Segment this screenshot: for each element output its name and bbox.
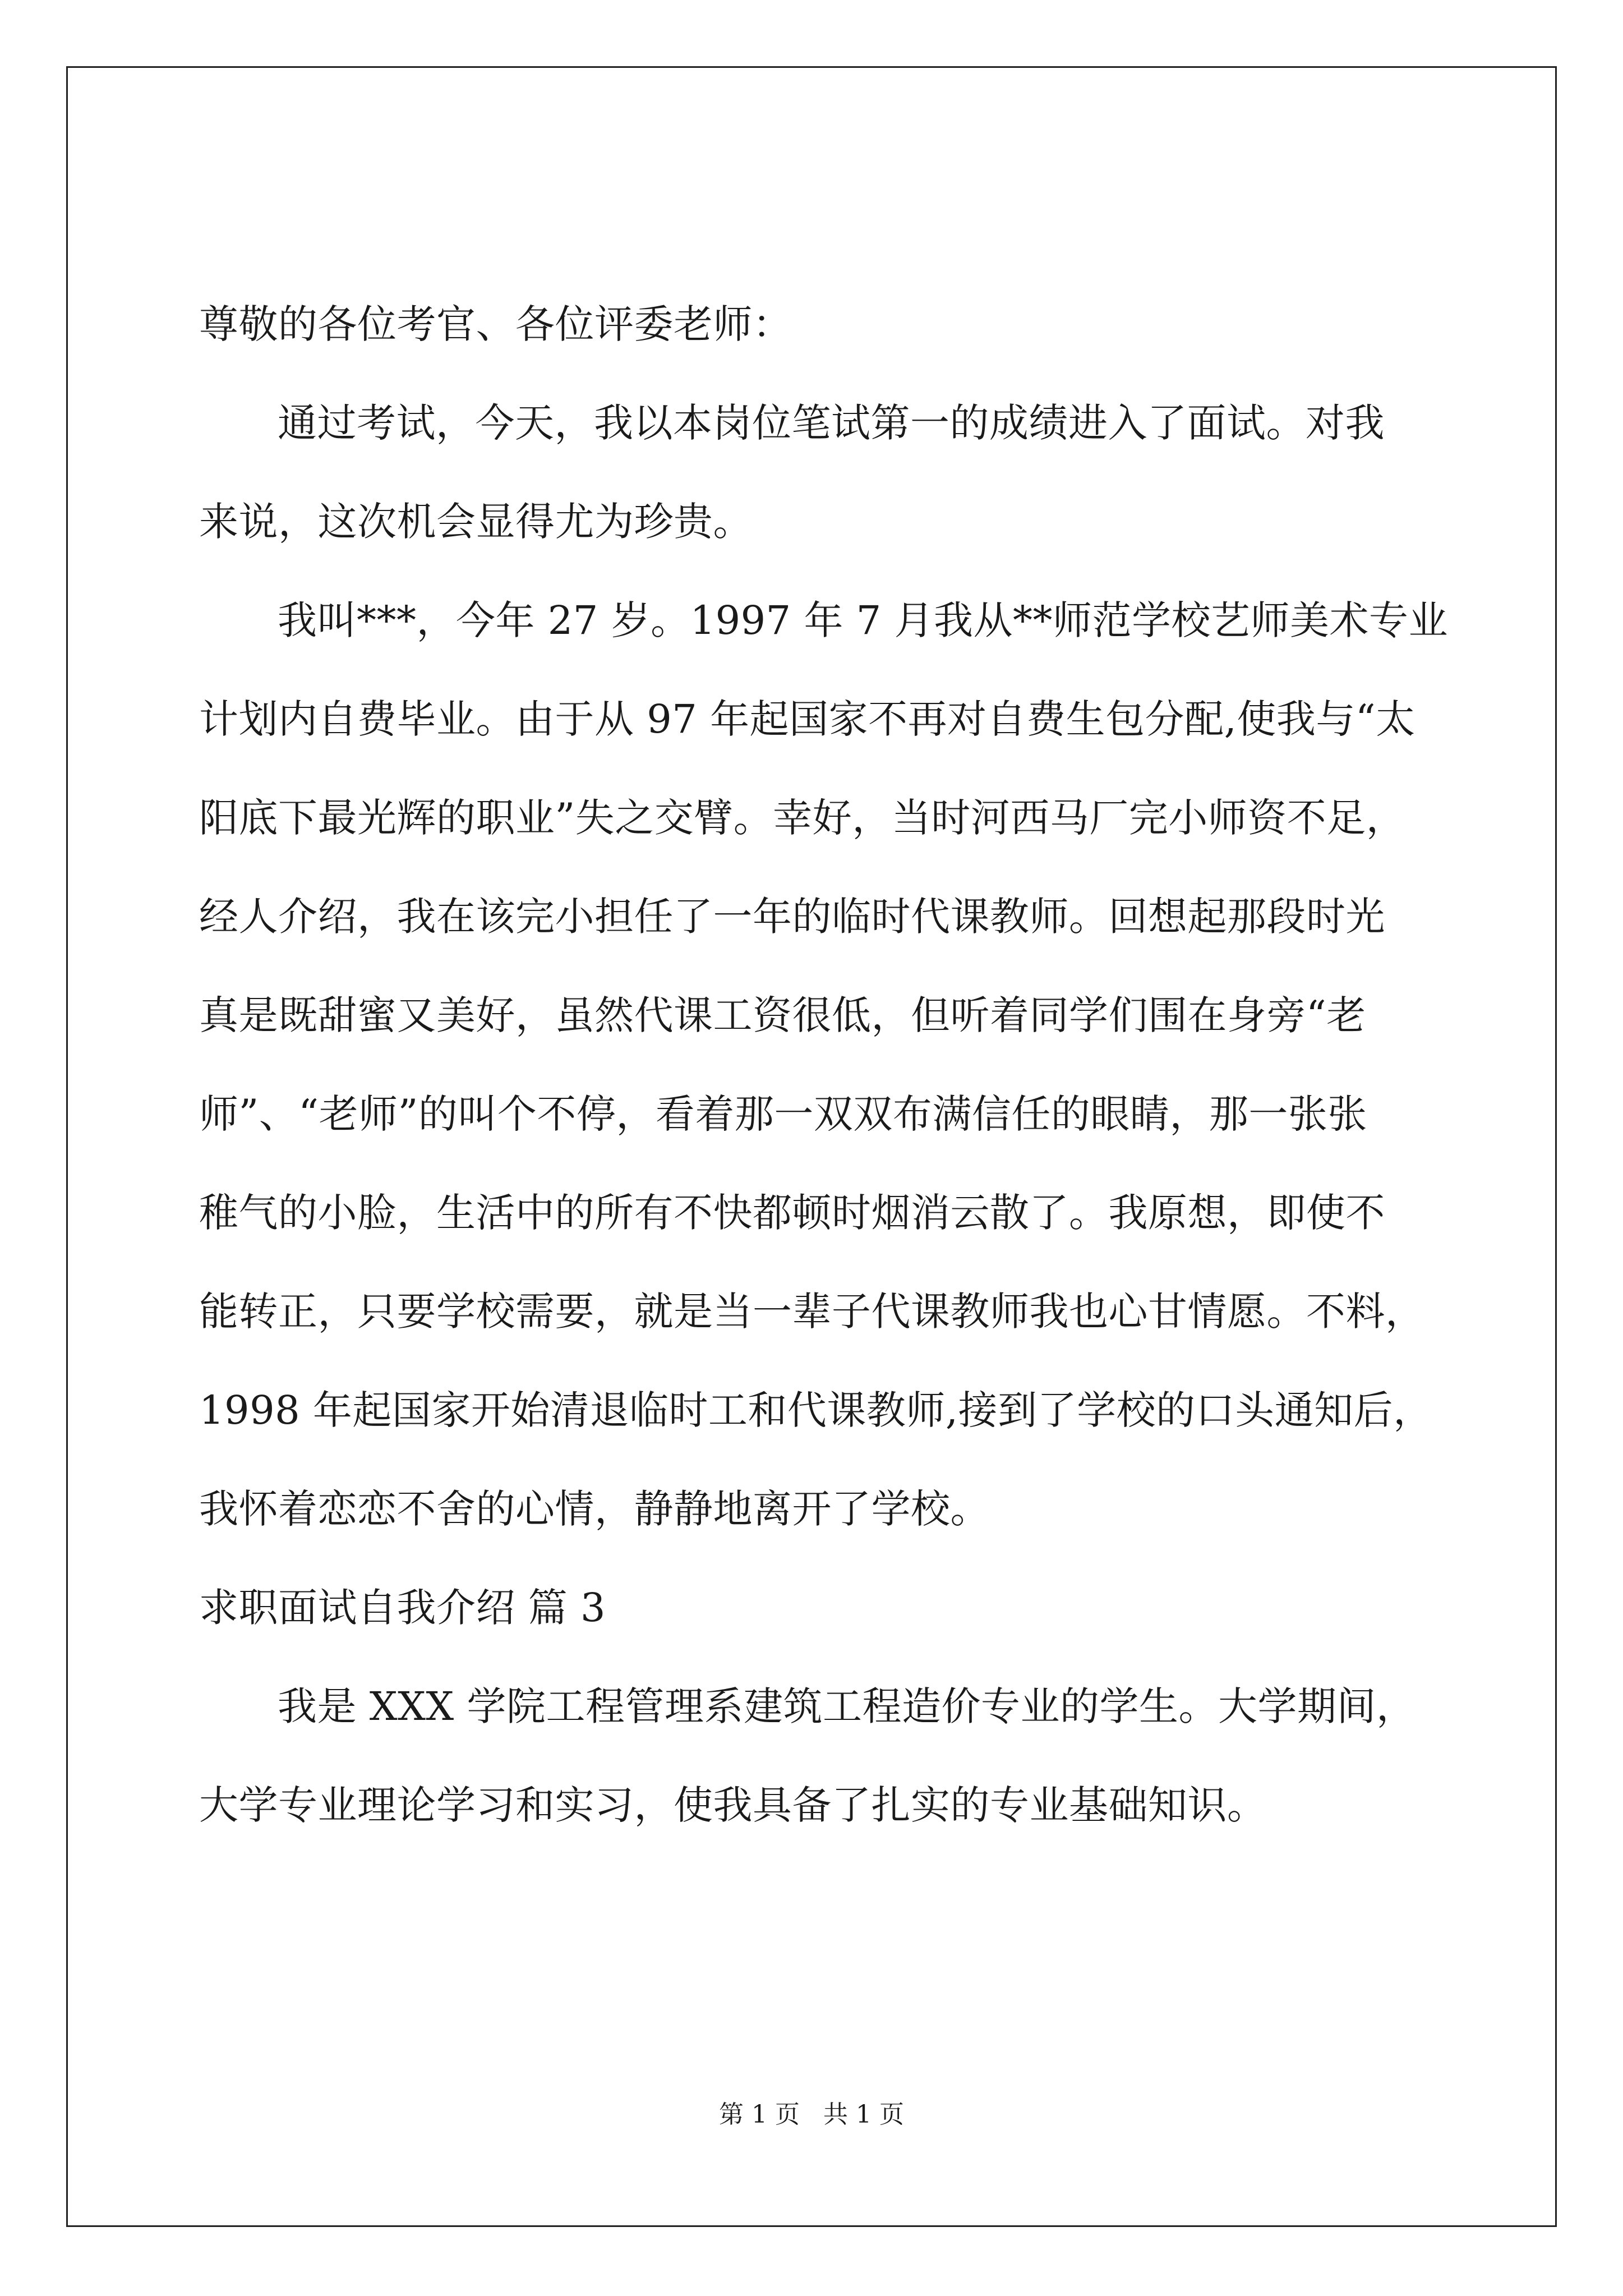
salutation: 尊敬的各位考官、各位评委老师： <box>199 301 792 347</box>
paragraph-2-line: 阳底下最光辉的职业”失之交臂。幸好，当时河西马厂完小师资不足， <box>199 795 1406 841</box>
paragraph-2-line: 经人介绍，我在该完小担任了一年的临时代课教师。回想起那段时光 <box>199 894 1385 940</box>
paragraph-2-line: 我怀着恋恋不舍的心情，静静地离开了学校。 <box>199 1486 990 1532</box>
paragraph-3-line: 大学专业理论学习和实习，使我具备了扎实的专业基础知识。 <box>199 1782 1267 1828</box>
paragraph-1-line: 来说，这次机会显得尤为珍贵。 <box>199 499 753 545</box>
paragraph-2-line: 师”、“老师”的叫个不停，看着那一双双布满信任的眼睛，那一张张 <box>199 1091 1367 1137</box>
page-number-current: 第 1 页 <box>719 2100 800 2129</box>
page-footer <box>0 2098 1623 2132</box>
page-number-total: 共 1 页 <box>823 2100 904 2129</box>
paragraph-2-line: 稚气的小脸，生活中的所有不快都顿时烟消云散了。我原想，即使不 <box>199 1190 1385 1236</box>
paragraph-2-line: 我叫***，今年 27 岁。1997 年 7 月我从**师范学校艺师美术专业 <box>278 597 1449 643</box>
paragraph-3-line: 我是 XXX 学院工程管理系建筑工程造价专业的学生。大学期间， <box>278 1683 1416 1729</box>
paragraph-2-line: 真是既甜蜜又美好，虽然代课工资很低，但听着同学们围在身旁“老 <box>199 992 1366 1038</box>
section-heading: 求职面试自我介绍 篇 3 <box>199 1585 606 1631</box>
paragraph-2-line: 1998 年起国家开始清退临时工和代课教师,接到了学校的口头通知后， <box>199 1387 1433 1433</box>
paragraph-1-line: 通过考试，今天，我以本岗位笔试第一的成绩进入了面试。对我 <box>278 400 1385 446</box>
paragraph-2-line: 能转正，只要学校需要，就是当一辈子代课教师我也心甘情愿。不料， <box>199 1289 1425 1335</box>
paragraph-2-line: 计划内自费毕业。由于从 97 年起国家不再对自费生包分配,使我与“太 <box>199 696 1415 742</box>
document-body <box>199 275 1449 1855</box>
